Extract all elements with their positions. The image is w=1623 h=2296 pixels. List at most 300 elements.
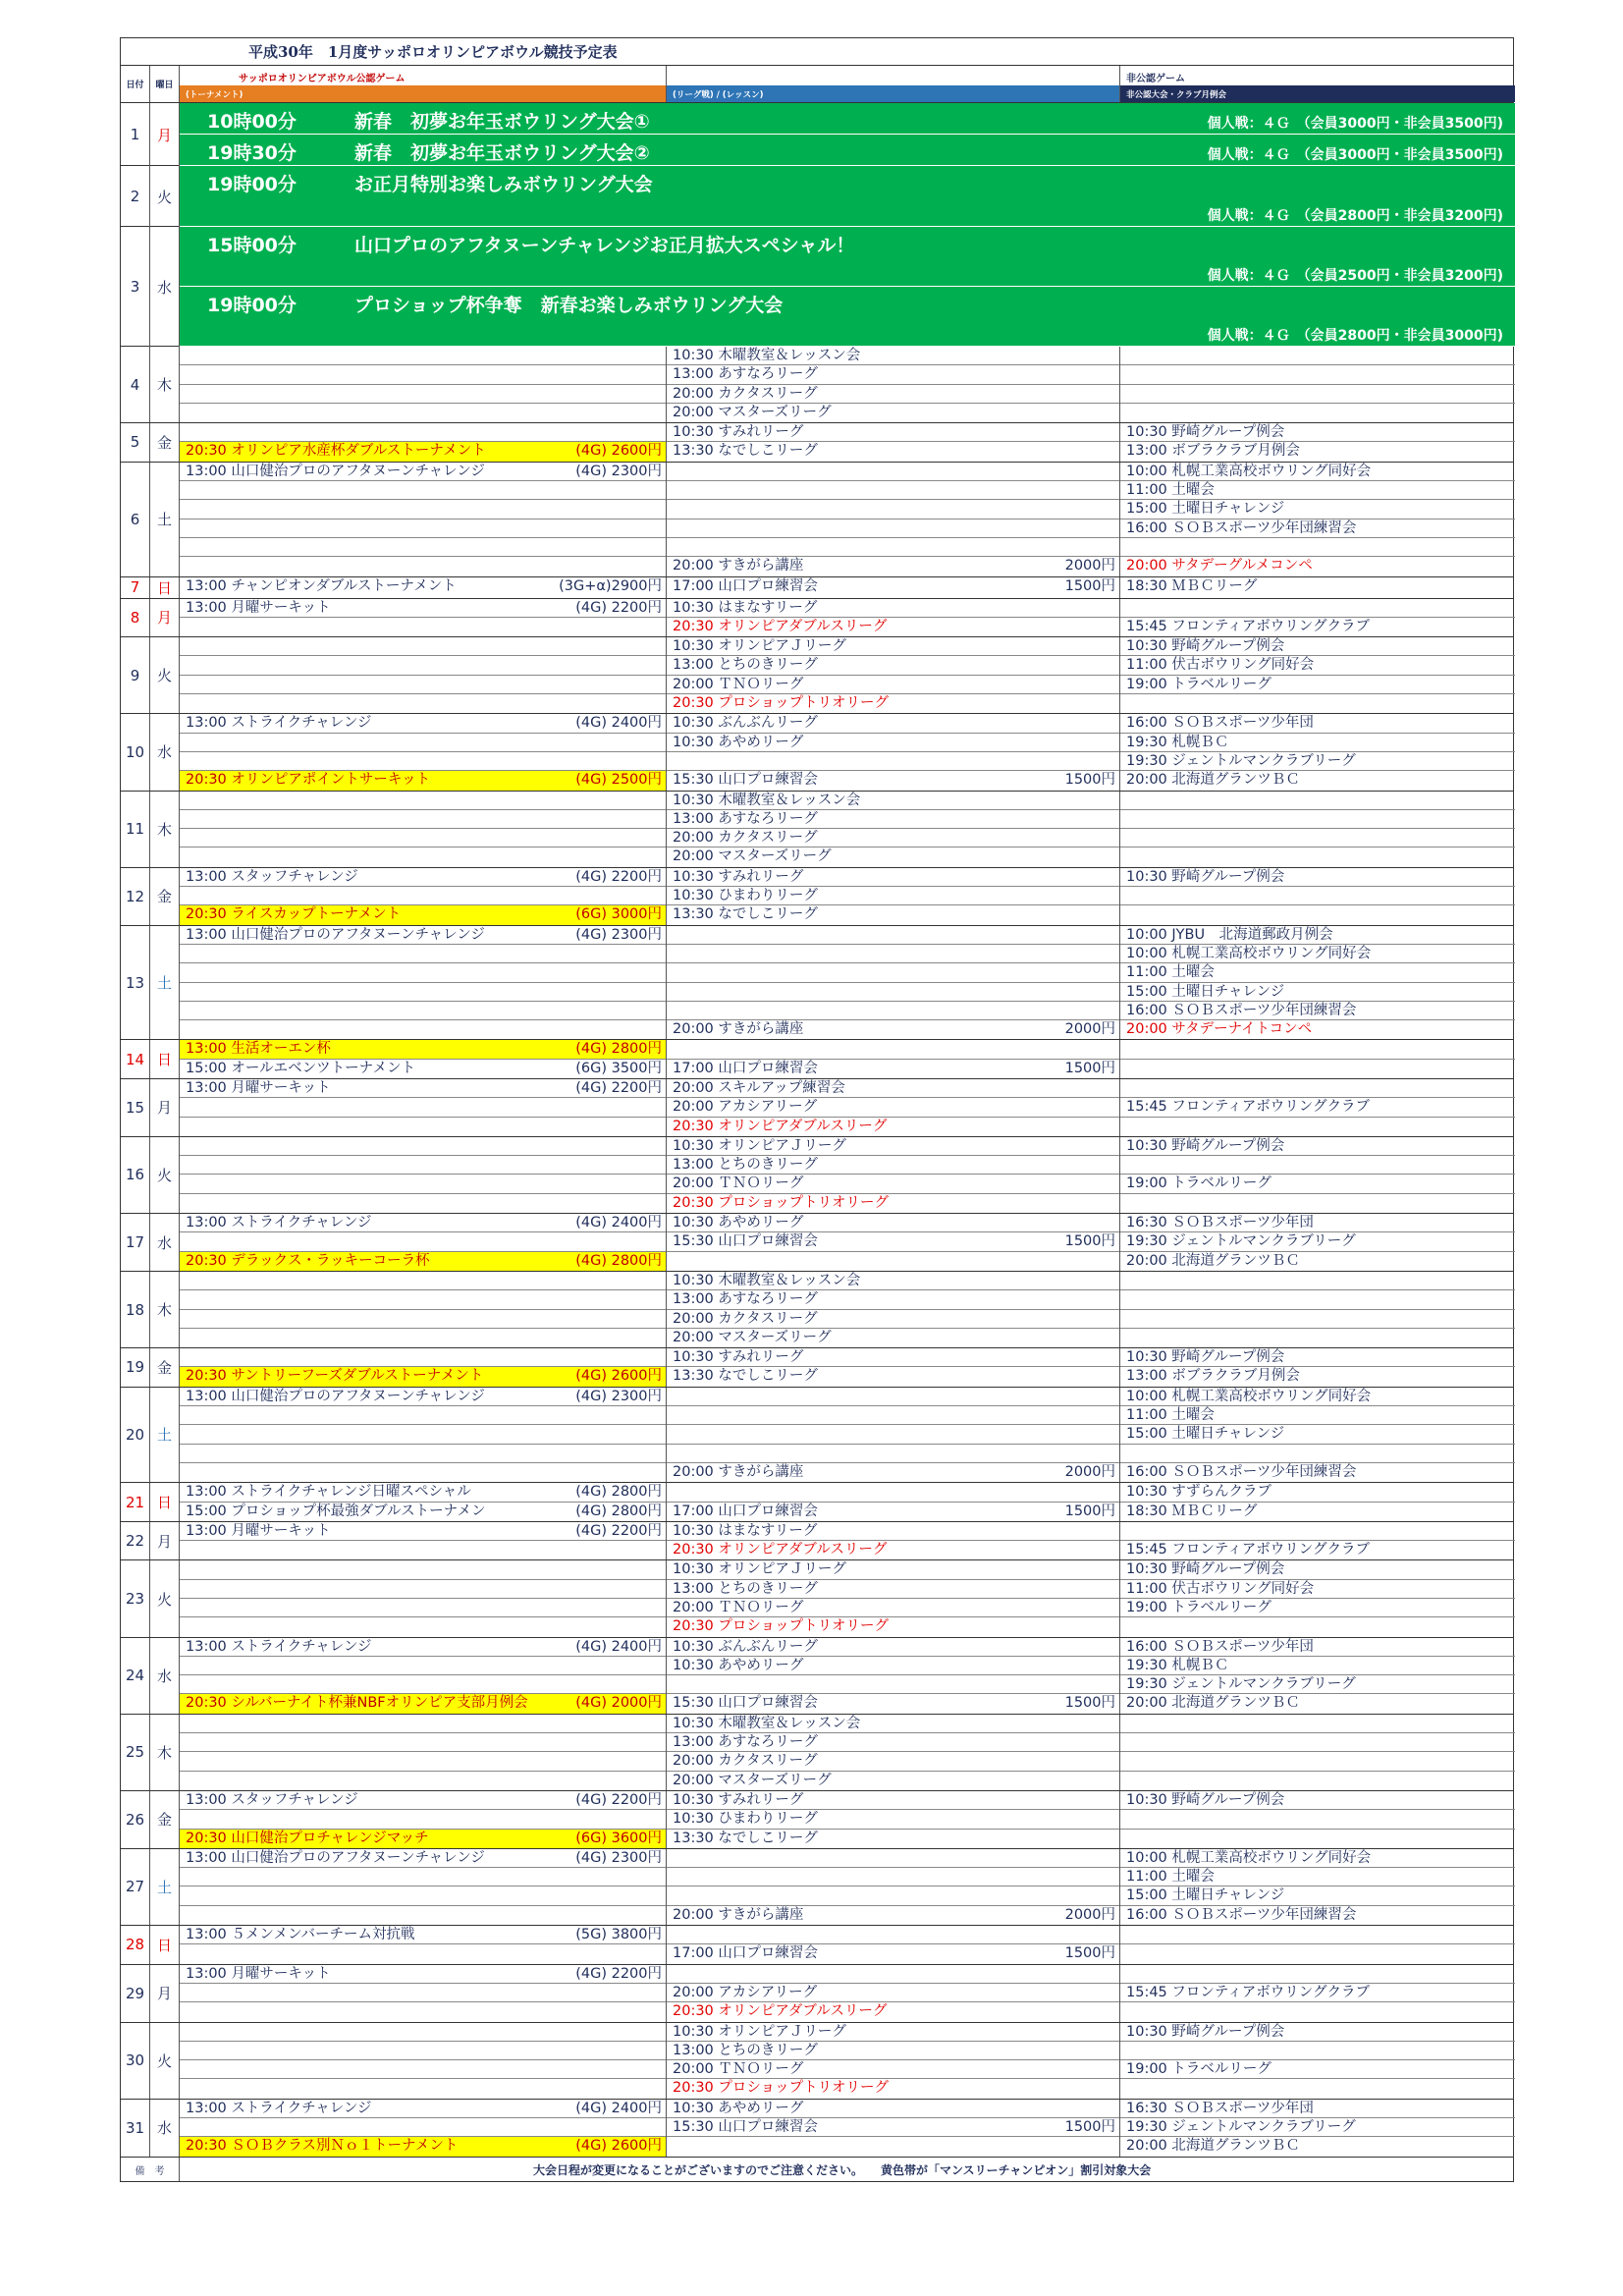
unofficial-cell [1120, 1715, 1515, 1790]
weekday: 水 [150, 227, 180, 347]
league-text: 10:30 ぶんぶんリーグ [673, 1638, 818, 1655]
tournament-line [180, 1906, 666, 1925]
weekday: 火 [150, 1560, 180, 1636]
day-number: 22 [121, 1522, 150, 1560]
league-line [667, 2100, 1119, 2118]
tournament-line [180, 694, 666, 713]
tournament-line [180, 404, 666, 422]
day-number: 15 [121, 1079, 150, 1136]
event-entry [180, 166, 1515, 227]
league-cell [667, 1079, 1120, 1136]
unofficial-line [1120, 1791, 1515, 1810]
league-price: 2000円 [1064, 1463, 1115, 1480]
unofficial-text: 10:00 JYBU 北海道郵政月例会 [1126, 926, 1333, 943]
league-line [667, 404, 1119, 422]
league-line [667, 734, 1119, 752]
tournament-cell [180, 1040, 667, 1078]
league-line [667, 442, 1119, 461]
day-row [121, 792, 1513, 868]
unofficial-cell [1120, 1137, 1515, 1213]
unofficial-line [1120, 1694, 1515, 1713]
league-line [667, 1310, 1119, 1329]
tournament-price: (4G) 2500円 [575, 772, 662, 789]
unofficial-line [1120, 1156, 1515, 1175]
unofficial-line [1120, 1445, 1515, 1463]
weekday: 日 [150, 577, 180, 598]
tournament-text: 13:00 月曜サーキット [186, 1079, 331, 1096]
league-cell [667, 792, 1120, 867]
league-line [667, 519, 1119, 538]
tournament-cell [180, 714, 667, 790]
league-line [667, 1560, 1119, 1579]
unofficial-text: 13:00 ボブラクラブ月例会 [1126, 443, 1300, 460]
league-line [667, 714, 1119, 733]
tournament-text: 20:30 ＳＯＢクラス別Ｎｏ１トーナメント [186, 2138, 459, 2155]
league-cell [667, 637, 1120, 713]
league-line [667, 1599, 1119, 1617]
day-number: 29 [121, 1965, 150, 2022]
league-text: 10:30 すみれリーグ [673, 868, 804, 885]
league-line [667, 1984, 1119, 2002]
tournament-line [180, 365, 666, 384]
tournament-line [180, 1252, 666, 1271]
unofficial-text: 16:30 ＳＯＢスポーツ少年団 [1126, 2100, 1314, 2116]
unofficial-text: 10:00 札幌工業高校ボウリング同好会 [1126, 1849, 1372, 1866]
unofficial-line [1120, 1175, 1515, 1193]
league-text: 13:30 なでしこリーグ [673, 443, 818, 460]
league-line [667, 1849, 1119, 1868]
league-line [667, 1214, 1119, 1232]
league-cell [667, 1214, 1120, 1271]
tournament-line [180, 2079, 666, 2098]
league-price: 1500円 [1064, 1060, 1115, 1076]
league-text: 17:00 山口プロ練習会 [673, 577, 818, 594]
day-number: 10 [121, 714, 150, 790]
unofficial-text: 10:00 札幌工業高校ボウリング同好会 [1126, 463, 1372, 479]
league-line [667, 1118, 1119, 1136]
event-price: 個人戦：４Ｇ （会員3000円・非会員3500円) [1207, 116, 1503, 132]
tournament-price: (4G) 2200円 [575, 599, 662, 616]
unofficial-line [1120, 810, 1515, 829]
day-row [121, 1522, 1513, 1561]
tournament-price: (6G) 3500円 [575, 1060, 662, 1076]
unofficial-line [1120, 1272, 1515, 1290]
tournament-line [180, 1599, 666, 1617]
day-row [121, 347, 1513, 423]
unofficial-cell [1120, 1926, 1515, 1964]
day-row [121, 577, 1513, 599]
league-text: 15:30 山口プロ練習会 [673, 1695, 818, 1712]
unofficial-line [1120, 926, 1515, 945]
unofficial-cell [1120, 1348, 1515, 1387]
day-row [121, 1272, 1513, 1348]
league-text: 10:30 木曜教室＆レッスン会 [673, 348, 861, 363]
day-row [121, 2100, 1513, 2158]
league-cell [667, 1638, 1120, 1714]
day-row [121, 868, 1513, 926]
tournament-price: (4G) 2400円 [575, 1638, 662, 1655]
league-text: 17:00 山口プロ練習会 [673, 1060, 818, 1076]
league-cell [667, 1348, 1120, 1387]
unofficial-cell [1120, 347, 1515, 422]
unofficial-text: 15:45 フロンティアボウリングクラブ [1126, 618, 1370, 634]
unofficial-text: 16:00 ＳＯＢスポーツ少年団練習会 [1126, 1463, 1357, 1480]
unofficial-line [1120, 734, 1515, 752]
league-text: 20:00 すきがら講座 [673, 1906, 804, 1923]
league-line [667, 1503, 1119, 1521]
league-line [667, 1791, 1119, 1810]
weekday: 火 [150, 1137, 180, 1213]
weekday: 日 [150, 1040, 180, 1078]
league-text: 10:30 はまなすリーグ [673, 1522, 818, 1539]
weekday: 水 [150, 1214, 180, 1271]
league-text: 13:00 とちのきリーグ [673, 1157, 818, 1174]
tournament-cell [180, 1715, 667, 1790]
day-number: 3 [121, 227, 150, 347]
unofficial-line [1120, 1406, 1515, 1425]
league-text: 20:00 マスターズリーグ [673, 1329, 832, 1345]
day-number: 27 [121, 1849, 150, 1925]
league-line [667, 1194, 1119, 1213]
footer-row [121, 2158, 1513, 2181]
tournament-price: (4G) 2200円 [575, 868, 662, 885]
tournament-price: (4G) 2400円 [575, 1215, 662, 1231]
tournament-line [180, 847, 666, 866]
day-row [121, 1638, 1513, 1715]
unofficial-text: 19:30 ジェントルマンクラブリーグ [1126, 1676, 1356, 1693]
day-number: 5 [121, 423, 150, 462]
league-line [667, 1580, 1119, 1599]
tournament-price: (4G) 2300円 [575, 463, 662, 479]
league-text: 13:00 とちのきリーグ [673, 657, 818, 674]
unofficial-line [1120, 847, 1515, 866]
league-text: 13:00 とちのきリーグ [673, 2042, 818, 2058]
league-line [667, 347, 1119, 365]
unofficial-line [1120, 538, 1515, 557]
day-number: 21 [121, 1483, 150, 1521]
unofficial-line [1120, 1810, 1515, 1829]
weekday: 木 [150, 1272, 180, 1347]
league-text: 20:30 オリンピアダブルスリーグ [673, 618, 888, 634]
tournament-line [180, 1406, 666, 1425]
tournament-price: (3G+α)2900円 [559, 577, 662, 594]
unofficial-line [1120, 1367, 1515, 1386]
header-unofficial-col [1120, 66, 1515, 102]
unofficial-cell [1120, 1522, 1515, 1560]
league-line [667, 1290, 1119, 1309]
league-line [667, 1715, 1119, 1733]
league-line [667, 1944, 1119, 1963]
unofficial-line [1120, 1232, 1515, 1251]
weekday: 金 [150, 868, 180, 925]
unofficial-text: 20:00 サタデーグルメコンペ [1126, 558, 1313, 574]
day-number: 8 [121, 599, 150, 637]
league-line [667, 2002, 1119, 2021]
weekday: 火 [150, 166, 180, 227]
league-text: 20:00 カクタスリーグ [673, 385, 818, 402]
tournament-line [180, 1715, 666, 1733]
event-price: 個人戦：４Ｇ （会員2500円・非会員3200円) [1207, 268, 1503, 284]
tournament-text: 13:00 チャンピオンダブルストーナメント [186, 577, 457, 594]
day-row [121, 463, 1513, 577]
league-price: 2000円 [1064, 1906, 1115, 1923]
league-line [667, 1425, 1119, 1444]
unofficial-cell [1120, 868, 1515, 925]
league-text: 10:30 木曜教室＆レッスン会 [673, 1272, 861, 1288]
unofficial-line [1120, 599, 1515, 618]
league-line [667, 1906, 1119, 1925]
unofficial-text: 10:30 野崎グループ例会 [1126, 1349, 1285, 1366]
league-line [667, 1040, 1119, 1059]
unofficial-line [1120, 2002, 1515, 2021]
league-line [667, 1522, 1119, 1541]
league-text: 10:30 ぶんぶんリーグ [673, 715, 818, 732]
league-line [667, 385, 1119, 404]
tournament-line [180, 347, 666, 365]
unofficial-line [1120, 557, 1515, 575]
tournament-line [180, 1657, 666, 1675]
league-text: 13:30 なでしこリーグ [673, 1830, 818, 1846]
tournament-line [180, 983, 666, 1002]
unofficial-line [1120, 905, 1515, 924]
tournament-line [180, 1079, 666, 1098]
tournament-line [180, 887, 666, 905]
table-header [121, 66, 1513, 103]
tournament-price: (4G) 2300円 [575, 926, 662, 943]
league-text: 10:30 すみれリーグ [673, 1791, 804, 1808]
tournament-price: (4G) 2600円 [575, 2138, 662, 2155]
tournament-text: 13:00 ストライクチャレンジ [186, 715, 372, 732]
day-number: 16 [121, 1137, 150, 1213]
event-entry [180, 103, 1515, 135]
unofficial-line [1120, 694, 1515, 713]
league-line [667, 1232, 1119, 1251]
unofficial-line [1120, 347, 1515, 365]
header-weekday: 曜日 [150, 66, 180, 102]
tournament-line [180, 1445, 666, 1463]
league-line [667, 1079, 1119, 1098]
league-cell [667, 714, 1120, 790]
tournament-line [180, 618, 666, 636]
tournament-line [180, 423, 666, 442]
tournament-text: 13:00 ストライクチャレンジ [186, 2100, 372, 2116]
footer-label: 備 考 [121, 2158, 180, 2181]
tournament-price: (4G) 2800円 [575, 1484, 662, 1501]
league-text: 17:00 山口プロ練習会 [673, 1503, 818, 1519]
league-price: 2000円 [1064, 558, 1115, 574]
league-cell [667, 1483, 1120, 1521]
league-cell [667, 1965, 1120, 2022]
tournament-text: 20:30 オリンピア水産杯ダブルストーナメント [186, 443, 486, 460]
league-text: 20:30 プロショップトリオリーグ [673, 2080, 889, 2097]
unofficial-text: 10:30 野崎グループ例会 [1126, 1137, 1285, 1154]
unofficial-line [1120, 656, 1515, 675]
league-line [667, 1772, 1119, 1790]
day-number: 18 [121, 1272, 150, 1347]
league-line [667, 1830, 1119, 1848]
day-number: 17 [121, 1214, 150, 1271]
tournament-text: 13:00 山口健治プロのアフタヌーンチャレンジ [186, 463, 485, 479]
league-text: 10:30 ひまわりリーグ [673, 1811, 818, 1828]
tournament-line [180, 1810, 666, 1829]
league-line [667, 1733, 1119, 1752]
tournament-cell [180, 1522, 667, 1560]
unofficial-line [1120, 618, 1515, 636]
tournament-text: 13:00 生活オーエン杯 [186, 1041, 331, 1058]
unofficial-text: 20:00 北海道グランツＢＣ [1126, 2138, 1300, 2155]
league-line [667, 577, 1119, 596]
tournament-text: 20:30 ライスカップトーナメント [186, 906, 402, 923]
day-number: 9 [121, 637, 150, 713]
unofficial-line [1120, 481, 1515, 500]
day-number: 12 [121, 868, 150, 925]
unofficial-line [1120, 1020, 1515, 1039]
unofficial-line [1120, 463, 1515, 481]
tournament-line [180, 810, 666, 829]
unofficial-cell [1120, 1040, 1515, 1078]
tournament-line [180, 1483, 666, 1502]
event-time: 10時00分 [207, 111, 297, 133]
league-line [667, 829, 1119, 847]
league-cell [667, 1040, 1120, 1078]
tournament-line [180, 1868, 666, 1886]
unofficial-line [1120, 2118, 1515, 2137]
unofficial-line [1120, 2042, 1515, 2060]
tournament-line [180, 2023, 666, 2042]
unofficial-line [1120, 1002, 1515, 1020]
unofficial-line [1120, 1926, 1515, 1944]
tournament-line [180, 442, 666, 461]
weekday: 火 [150, 637, 180, 713]
league-text: 17:00 山口プロ練習会 [673, 1945, 818, 1962]
unofficial-line [1120, 887, 1515, 905]
tournament-cell [180, 1638, 667, 1714]
league-text: 20:00 ＴＮＯリーグ [673, 1600, 804, 1615]
league-line [667, 365, 1119, 384]
unofficial-line [1120, 1560, 1515, 1579]
league-line [667, 599, 1119, 618]
league-line [667, 2060, 1119, 2079]
tournament-line [180, 1002, 666, 1020]
unofficial-line [1120, 500, 1515, 519]
league-text: 10:30 あやめリーグ [673, 734, 804, 750]
league-cell [667, 1137, 1120, 1213]
league-line [667, 1156, 1119, 1175]
league-line [667, 1694, 1119, 1713]
unofficial-line [1120, 1638, 1515, 1657]
unofficial-text: 20:00 北海道グランツＢＣ [1126, 1695, 1300, 1712]
unofficial-line [1120, 868, 1515, 887]
tournament-text: 15:00 オールエベンツトーナメント [186, 1060, 416, 1076]
league-cell [667, 868, 1120, 925]
tournament-line [180, 1638, 666, 1657]
league-text: 10:30 はまなすリーグ [673, 599, 818, 616]
tournament-line [180, 1522, 666, 1541]
league-cell [667, 926, 1120, 1040]
unofficial-line [1120, 2100, 1515, 2118]
unofficial-line [1120, 1060, 1515, 1078]
tournament-line [180, 1310, 666, 1329]
unofficial-text: 19:30 ジェントルマンクラブリーグ [1126, 1233, 1356, 1250]
league-line [667, 1272, 1119, 1290]
event-entry [180, 135, 1515, 166]
event-price: 個人戦：４Ｇ （会員2800円・非会員3200円) [1207, 208, 1503, 224]
tournament-cell [180, 1791, 667, 1848]
league-line [667, 771, 1119, 790]
league-text: 20:30 プロショップトリオリーグ [673, 695, 889, 712]
unofficial-text: 15:00 土曜日チャレンジ [1126, 501, 1285, 518]
event-time: 19時30分 [207, 142, 297, 164]
tournament-text: 13:00 月曜サーキット [186, 1965, 331, 1982]
unofficial-text: 15:00 土曜日チャレンジ [1126, 1887, 1285, 1904]
unofficial-line [1120, 1329, 1515, 1347]
tournament-text: 20:30 オリンピアポイントサーキット [186, 772, 431, 789]
league-line [667, 945, 1119, 963]
tournament-cell [180, 637, 667, 713]
unofficial-line [1120, 385, 1515, 404]
weekday: 土 [150, 926, 180, 1040]
unofficial-line [1120, 1194, 1515, 1213]
tournament-line [180, 1984, 666, 2002]
unofficial-cell [1120, 1079, 1515, 1136]
unofficial-line [1120, 442, 1515, 461]
league-text: 10:30 オリンピアＪリーグ [673, 1561, 846, 1578]
league-text: 10:30 すみれリーグ [673, 1349, 804, 1366]
tournament-line [180, 599, 666, 618]
day-number: 25 [121, 1715, 150, 1790]
unofficial-line [1120, 2137, 1515, 2156]
league-text: 13:00 あすなろリーグ [673, 366, 818, 383]
event-name: 新春 初夢お年玉ボウリング大会① [354, 111, 650, 133]
league-price: 1500円 [1064, 1695, 1115, 1712]
league-line [667, 1020, 1119, 1039]
league-cell [667, 1926, 1120, 1964]
tournament-cell [180, 1137, 667, 1213]
tournament-text: 20:30 サントリーフーズダブルストーナメント [186, 1368, 484, 1385]
tournament-line [180, 1944, 666, 1963]
tournament-cell [180, 1388, 667, 1482]
league-text: 10:30 木曜教室＆レッスン会 [673, 792, 861, 808]
unofficial-line [1120, 2079, 1515, 2098]
unofficial-line [1120, 1214, 1515, 1232]
league-line [667, 1060, 1119, 1078]
league-price: 1500円 [1064, 772, 1115, 789]
unofficial-text: 19:30 ジェントルマンクラブリーグ [1126, 752, 1356, 769]
tournament-text: 20:30 デラックス・ラッキーコーラ杯 [186, 1252, 430, 1269]
tournament-line [180, 1118, 666, 1136]
unofficial-text: 19:00 トラベルリーグ [1126, 676, 1271, 692]
league-text: 20:00 マスターズリーグ [673, 404, 832, 420]
tournament-cell [180, 2100, 667, 2157]
unofficial-text: 10:30 野崎グループ例会 [1126, 1561, 1285, 1578]
tournament-line [180, 714, 666, 733]
unofficial-text: 20:00 北海道グランツＢＣ [1126, 772, 1300, 789]
day-number: 20 [121, 1388, 150, 1482]
tournament-line [180, 2137, 666, 2156]
league-line [667, 1348, 1119, 1367]
league-line [667, 2137, 1119, 2156]
league-text: 10:30 木曜教室＆レッスン会 [673, 1715, 861, 1731]
league-text: 20:30 プロショップトリオリーグ [673, 1618, 889, 1635]
league-text: 13:00 とちのきリーグ [673, 1580, 818, 1597]
unofficial-cell [1120, 926, 1515, 1040]
league-text: 20:00 アカシアリーグ [673, 1099, 818, 1116]
day-row [121, 1079, 1513, 1137]
tournament-cell [180, 1483, 667, 1521]
tournament-price: (4G) 2800円 [575, 1503, 662, 1519]
unofficial-text: 15:00 土曜日チャレンジ [1126, 1426, 1285, 1443]
unofficial-line [1120, 771, 1515, 790]
